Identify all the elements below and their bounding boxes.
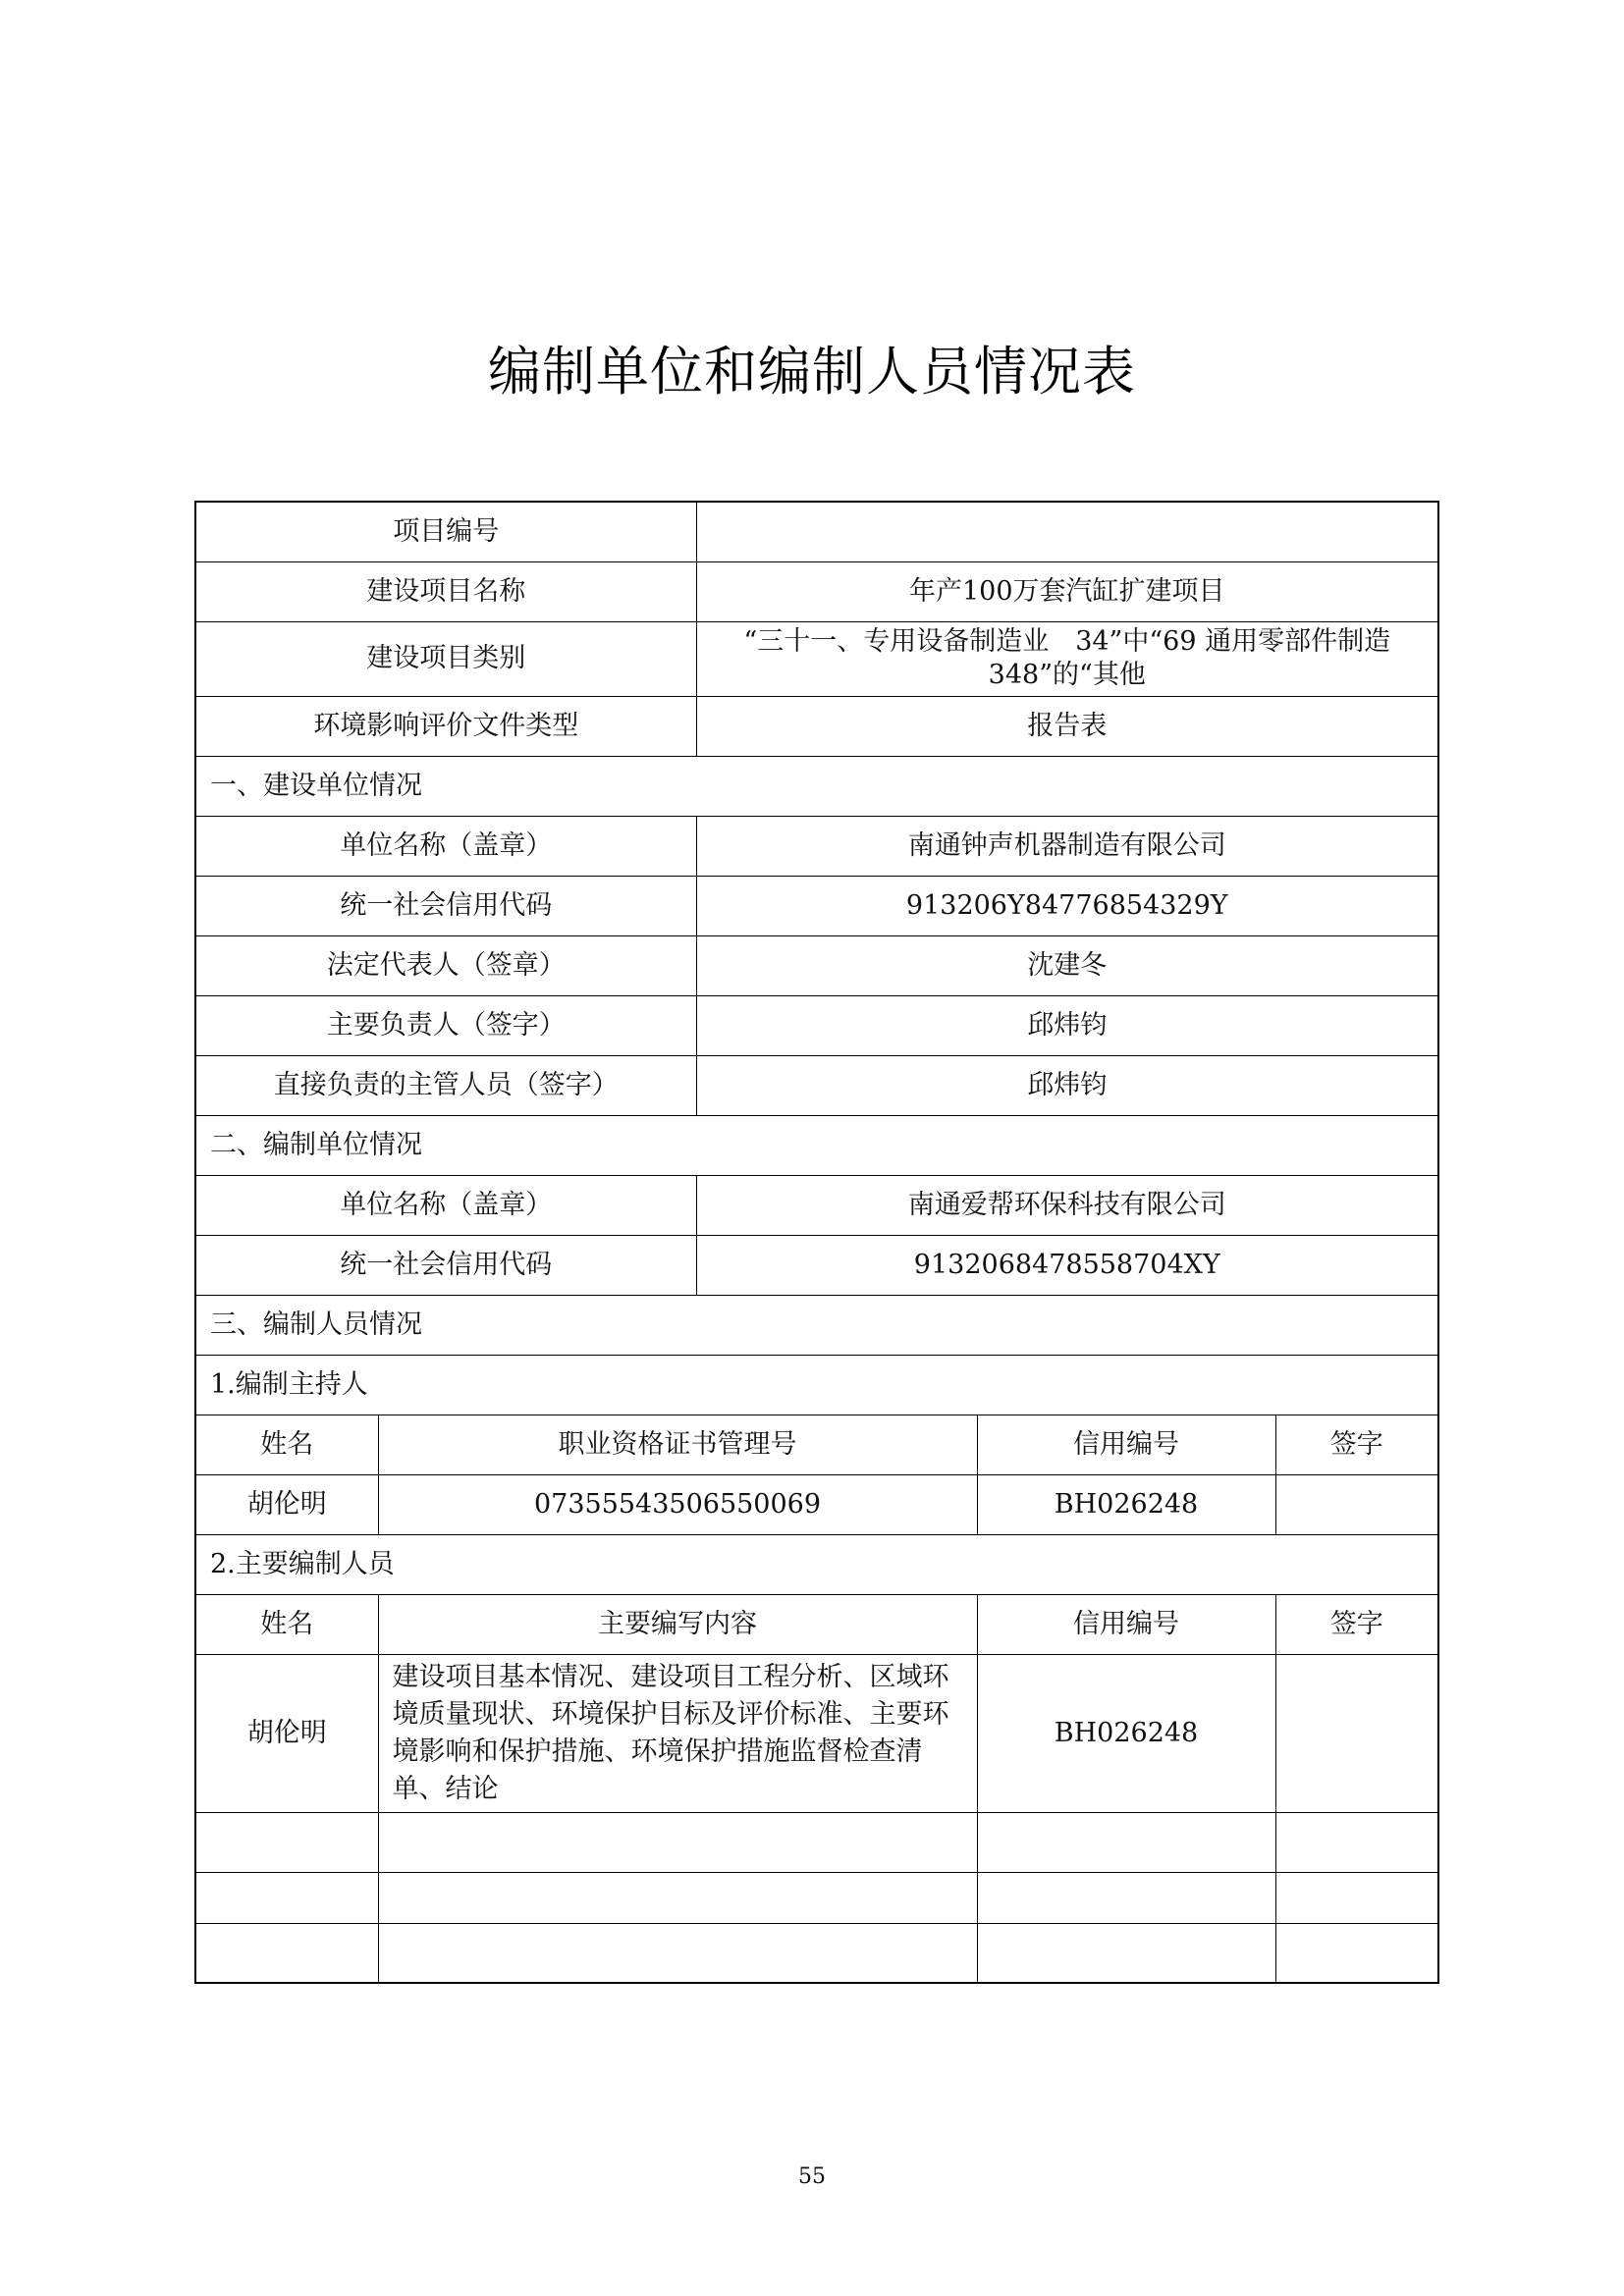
project-category-label: 建设项目类别 [195, 621, 696, 696]
main-staff-name [195, 1923, 378, 1983]
project-name-value: 年产100万套汽缸扩建项目 [696, 561, 1438, 621]
construction-unit-name-value: 南通钟声机器制造有限公司 [696, 816, 1438, 876]
host-credit: BH026248 [977, 1474, 1275, 1534]
legal-representative-row [195, 935, 1438, 995]
main-staff-credit [977, 1812, 1275, 1872]
personnel-section-heading: 三、编制人员情况 [195, 1295, 1438, 1355]
project-number-value [696, 502, 1438, 561]
compiling-unit-name-value: 南通爱帮环保科技有限公司 [696, 1175, 1438, 1235]
principal-value: 邱炜钧 [696, 995, 1438, 1055]
legal-representative-value: 沈建冬 [696, 935, 1438, 995]
construction-unit-section-heading: 一、建设单位情况 [195, 756, 1438, 816]
main-staff-section-row [195, 1534, 1438, 1594]
host-row [195, 1474, 1438, 1534]
personnel-section-row [195, 1295, 1438, 1355]
staff-info-table [194, 501, 1439, 1984]
main-staff-row [195, 1812, 1438, 1872]
project-name-label: 建设项目名称 [195, 561, 696, 621]
main-staff-content [378, 1872, 977, 1923]
host-header-row [195, 1415, 1438, 1474]
supervisor-value: 邱炜钧 [696, 1055, 1438, 1115]
legal-representative-label: 法定代表人（签章） [195, 935, 696, 995]
page-title: 编制单位和编制人员情况表 [488, 341, 1136, 402]
compiling-unit-section-heading: 二、编制单位情况 [195, 1115, 1438, 1175]
compiling-unit-credit-row [195, 1235, 1438, 1295]
host-signature [1275, 1474, 1438, 1534]
construction-unit-section-row [195, 756, 1438, 816]
compiling-unit-name-label: 单位名称（盖章） [195, 1175, 696, 1235]
main-staff-content [378, 1812, 977, 1872]
main-staff-content: 建设项目基本情况、建设项目工程分析、区域环境质量现状、环境保护目标及评价标准、主要环境影响和保护措施、环境保护措施监督检查清单、结论 [378, 1654, 977, 1812]
principal-row [195, 995, 1438, 1055]
compiling-unit-name-row [195, 1175, 1438, 1235]
principal-label: 主要负责人（签字） [195, 995, 696, 1055]
host-header-name: 姓名 [195, 1415, 378, 1474]
main-staff-signature [1275, 1812, 1438, 1872]
main-staff-header-credit: 信用编号 [977, 1594, 1275, 1654]
project-category-row [195, 621, 1438, 696]
page-number: 55 [798, 2164, 826, 2189]
construction-unit-credit-value: 913206Y84776854329Y [696, 876, 1438, 935]
host-section-row [195, 1355, 1438, 1415]
project-number-row [195, 502, 1438, 561]
main-staff-header-name: 姓名 [195, 1594, 378, 1654]
main-staff-credit: BH026248 [977, 1654, 1275, 1812]
project-name-row [195, 561, 1438, 621]
main-staff-content [378, 1923, 977, 1983]
host-header-signature: 签字 [1275, 1415, 1438, 1474]
main-staff-name: 胡伦明 [195, 1654, 378, 1812]
doc-type-row [195, 696, 1438, 756]
host-name: 胡伦明 [195, 1474, 378, 1534]
main-staff-signature [1275, 1872, 1438, 1923]
construction-unit-credit-row [195, 876, 1438, 935]
project-number-label: 项目编号 [195, 502, 696, 561]
main-staff-row [195, 1923, 1438, 1983]
main-staff-signature [1275, 1923, 1438, 1983]
compiling-unit-section-row [195, 1115, 1438, 1175]
main-staff-row [195, 1872, 1438, 1923]
supervisor-row [195, 1055, 1438, 1115]
main-staff-signature [1275, 1654, 1438, 1812]
host-certificate: 07355543506550069 [378, 1474, 977, 1534]
doc-type-label: 环境影响评价文件类型 [195, 696, 696, 756]
project-category-value: “三十一、专用设备制造业 34”中“69 通用零部件制造348”的“其他 [696, 621, 1438, 696]
compiling-unit-credit-value: 9132068478558704XY [696, 1235, 1438, 1295]
compiling-unit-credit-label: 统一社会信用代码 [195, 1235, 696, 1295]
host-header-certificate: 职业资格证书管理号 [378, 1415, 977, 1474]
main-staff-header-content: 主要编写内容 [378, 1594, 977, 1654]
main-staff-section-heading: 2.主要编制人员 [195, 1534, 1438, 1594]
main-staff-row [195, 1654, 1438, 1812]
main-staff-name [195, 1872, 378, 1923]
host-header-credit: 信用编号 [977, 1415, 1275, 1474]
main-staff-credit [977, 1872, 1275, 1923]
main-staff-credit [977, 1923, 1275, 1983]
construction-unit-credit-label: 统一社会信用代码 [195, 876, 696, 935]
main-staff-header-row [195, 1594, 1438, 1654]
supervisor-label: 直接负责的主管人员（签字） [195, 1055, 696, 1115]
host-section-heading: 1.编制主持人 [195, 1355, 1438, 1415]
construction-unit-name-label: 单位名称（盖章） [195, 816, 696, 876]
main-staff-name [195, 1812, 378, 1872]
doc-type-value: 报告表 [696, 696, 1438, 756]
main-staff-header-signature: 签字 [1275, 1594, 1438, 1654]
construction-unit-name-row [195, 816, 1438, 876]
